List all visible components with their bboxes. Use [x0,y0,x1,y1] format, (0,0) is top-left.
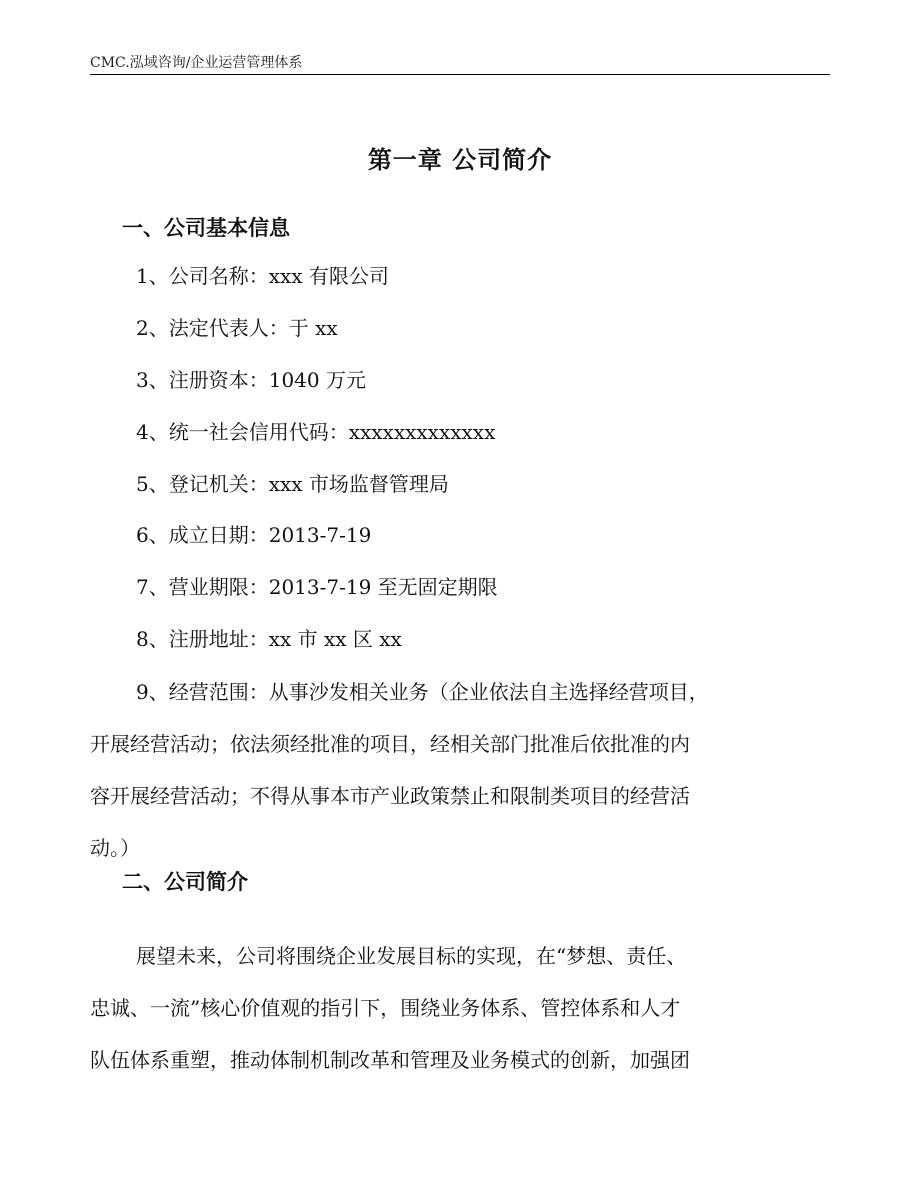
info-item-address: 8、注册地址：xx 市 xx 区 xx [136,627,402,651]
intro-paragraph-line: 展望未来，公司将围绕企业发展目标的实现，在“梦想、责任、 [136,944,687,968]
section-heading-basic-info: 一、公司基本信息 [122,216,290,240]
info-item-registration-authority: 5、登记机关：xxx 市场监督管理局 [136,472,449,496]
info-item-registered-capital: 3、注册资本：1040 万元 [136,368,366,392]
page-header: CMC.泓域咨询/企业运营管理体系 [90,55,303,71]
info-item-credit-code: 4、统一社会信用代码：xxxxxxxxxxxxx [136,420,496,444]
intro-paragraph-line: 队伍体系重塑，推动体制机制改革和管理及业务模式的创新，加强团 [90,1048,690,1072]
intro-paragraph-line: 忠诚、一流”核心价值观的指引下，围绕业务体系、管控体系和人才 [90,996,681,1020]
info-item-legal-rep: 2、法定代表人：于 xx [136,316,338,340]
business-scope-line: 动。） [90,836,140,860]
chapter-title: 第一章 公司简介 [367,146,553,174]
section-heading-company-intro: 二、公司简介 [122,870,248,894]
info-item-business-term: 7、营业期限：2013-7-19 至无固定期限 [136,575,498,599]
info-item-established-date: 6、成立日期：2013-7-19 [136,523,372,547]
info-item-business-scope: 9、经营范围：从事沙发相关业务（企业依法自主选择经营项目， [136,680,709,704]
business-scope-line: 容开展经营活动；不得从事本市产业政策禁止和限制类项目的经营活 [90,784,690,808]
business-scope-line: 开展经营活动；依法须经批准的项目，经相关部门批准后依批准的内 [90,732,690,756]
info-item-company-name: 1、公司名称：xxx 有限公司 [136,264,389,288]
header-divider [90,74,830,75]
